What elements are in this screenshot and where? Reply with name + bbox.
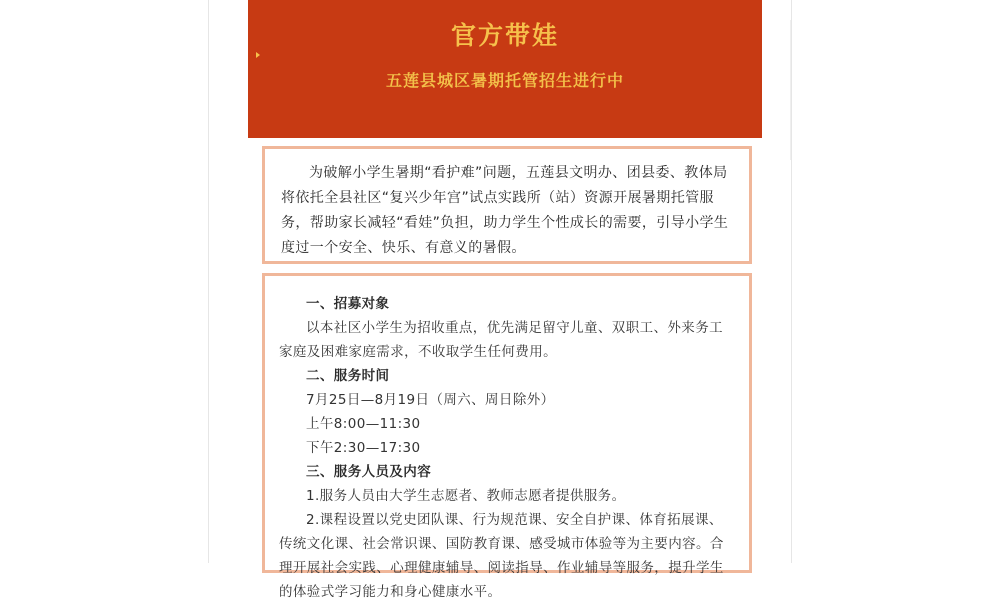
details-box (262, 273, 752, 600)
recruitment-text: 以本社区小学生为招收重点，优先满足留守儿童、双职工、外来务工家庭及困难家庭需求，不收取学生任何费用。 (279, 320, 723, 360)
intro-paragraph: 为破解小学生暑期“看护难”问题，五莲县文明办、团县委、教体局将依托全县社区“复兴少年宫”试点实践所（站）资源开展暑期托管服务，帮助家长减轻“看娃”负担，助力学生个性成长的需要，引导小学生度过一个安全、快乐、有意义的暑假。 (281, 165, 729, 256)
section-heading-staff-content: 三、服务人员及内容 (306, 464, 432, 480)
section-heading-recruitment: 一、招募对象 (306, 296, 390, 312)
service-morning-hours: 上午8:00—11:30 (306, 416, 421, 432)
section-heading-service-time: 二、服务时间 (306, 368, 390, 384)
service-date-range: 7月25日—8月19日（周六、周日除外） (306, 392, 555, 408)
page-edge-left (208, 0, 209, 563)
header-banner (248, 0, 762, 138)
staff-item-1: 1.服务人员由大学生志愿者、教师志愿者提供服务。 (306, 488, 626, 504)
service-afternoon-hours: 下午2:30—17:30 (306, 440, 421, 456)
intro-box (262, 146, 752, 264)
banner-title: 官方带娃 (450, 21, 559, 50)
scroll-track[interactable] (790, 20, 791, 160)
staff-item-2: 2.课程设置以党史团队课、行为规范课、安全自护课、体育拓展课、传统文化课、社会常识课、国防教育课、感受城市体验等为主要内容。合理开展社会实践、心理健康辅导、阅读指导、作业辅导等服务，提升学生的体验式学习能力和身心健康水平。 (279, 512, 724, 600)
triangle-marker-icon (256, 52, 260, 58)
page-edge-right (791, 0, 792, 563)
banner-subtitle: 五莲县城区暑期托管招生进行中 (385, 71, 624, 90)
